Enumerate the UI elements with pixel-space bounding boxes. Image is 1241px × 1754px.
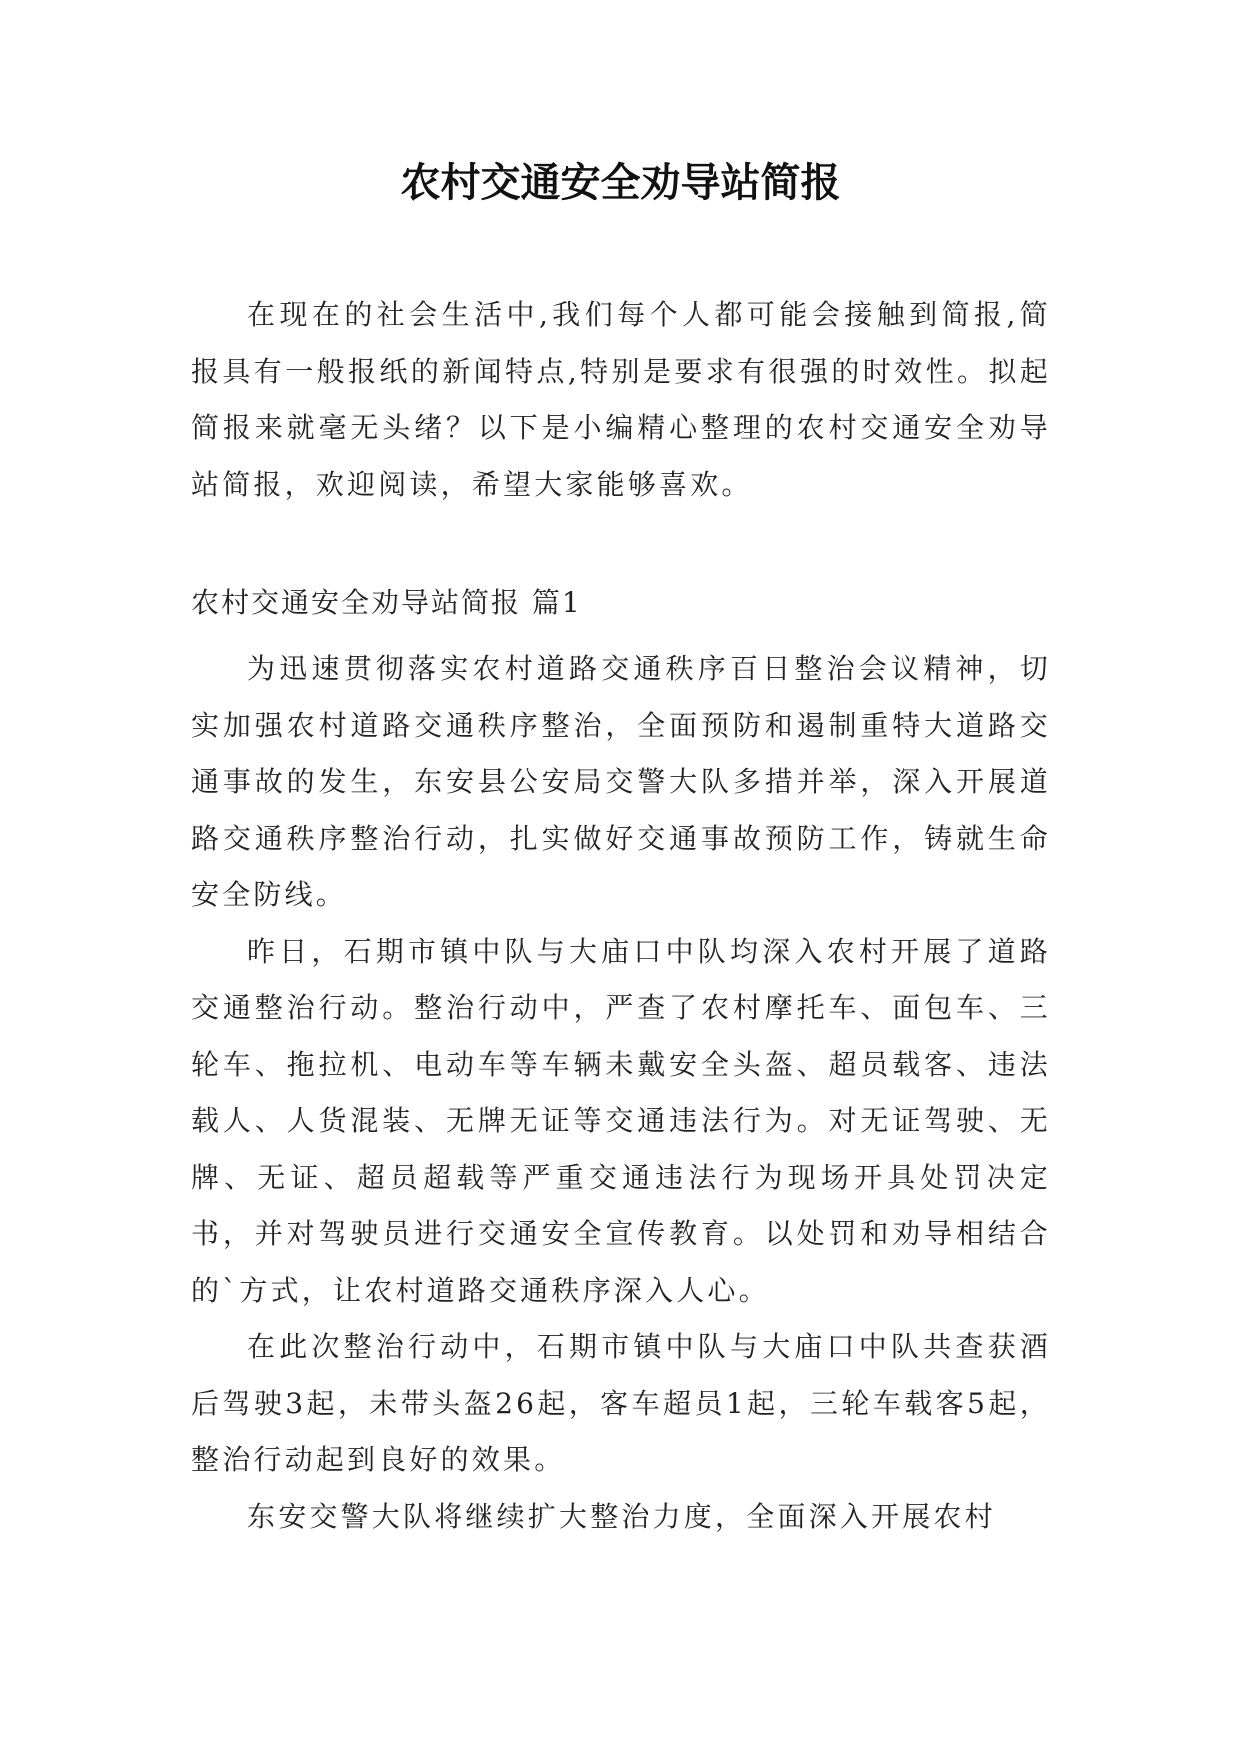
- body-paragraph-2: 昨日，石期市镇中队与大庙口中队均深入农村开展了道路交通整治行动。整治行动中，严查了农村摩托车、面包车、三轮车、拖拉机、电动车等车辆未戴安全头盔、超员载客、违法载人、人货混装、无牌无证等交通违法行为。对无证驾驶、无牌、无证、超员超载等严重交通违法行为现场开具处罚决定书，并对驾驶员进行交通安全宣传教育。以处罚和劝导相结合的`方式，让农村道路交通秩序深入人心。: [191, 934, 1051, 1307]
- intro-section: [191, 287, 1051, 513]
- section-heading: 农村交通安全劝导站简报 篇1: [191, 586, 582, 619]
- document-title: 农村交通安全劝导站简报: [400, 159, 841, 206]
- body-paragraph-1: 为迅速贯彻落实农村道路交通秩序百日整治会议精神，切实加强农村道路交通秩序整治，全面预防和遏制重特大道路交通事故的发生，东安县公安局交警大队多措并举，深入开展道路交通秩序整治行动，扎实做好交通事故预防工作，铸就生命安全防线。: [191, 652, 1051, 911]
- article-body: [191, 641, 1051, 1545]
- body-paragraph-4: 东安交警大队将继续扩大整治力度，全面深入开展农村: [247, 1499, 996, 1533]
- intro-paragraph: 在现在的社会生活中,我们每个人都可能会接触到简报,简报具有一般报纸的新闻特点,特别是要求有很强的时效性。拟起简报来就毫无头绪？以下是小编精心整理的农村交通安全劝导站简报，欢迎阅读，希望大家能够喜欢。: [191, 298, 1051, 501]
- body-paragraph-3: 在此次整治行动中，石期市镇中队与大庙口中队共查获酒后驾驶3起，未带头盔26起，客车超员1起，三轮车载客5起，整治行动起到良好的效果。: [191, 1330, 1051, 1476]
